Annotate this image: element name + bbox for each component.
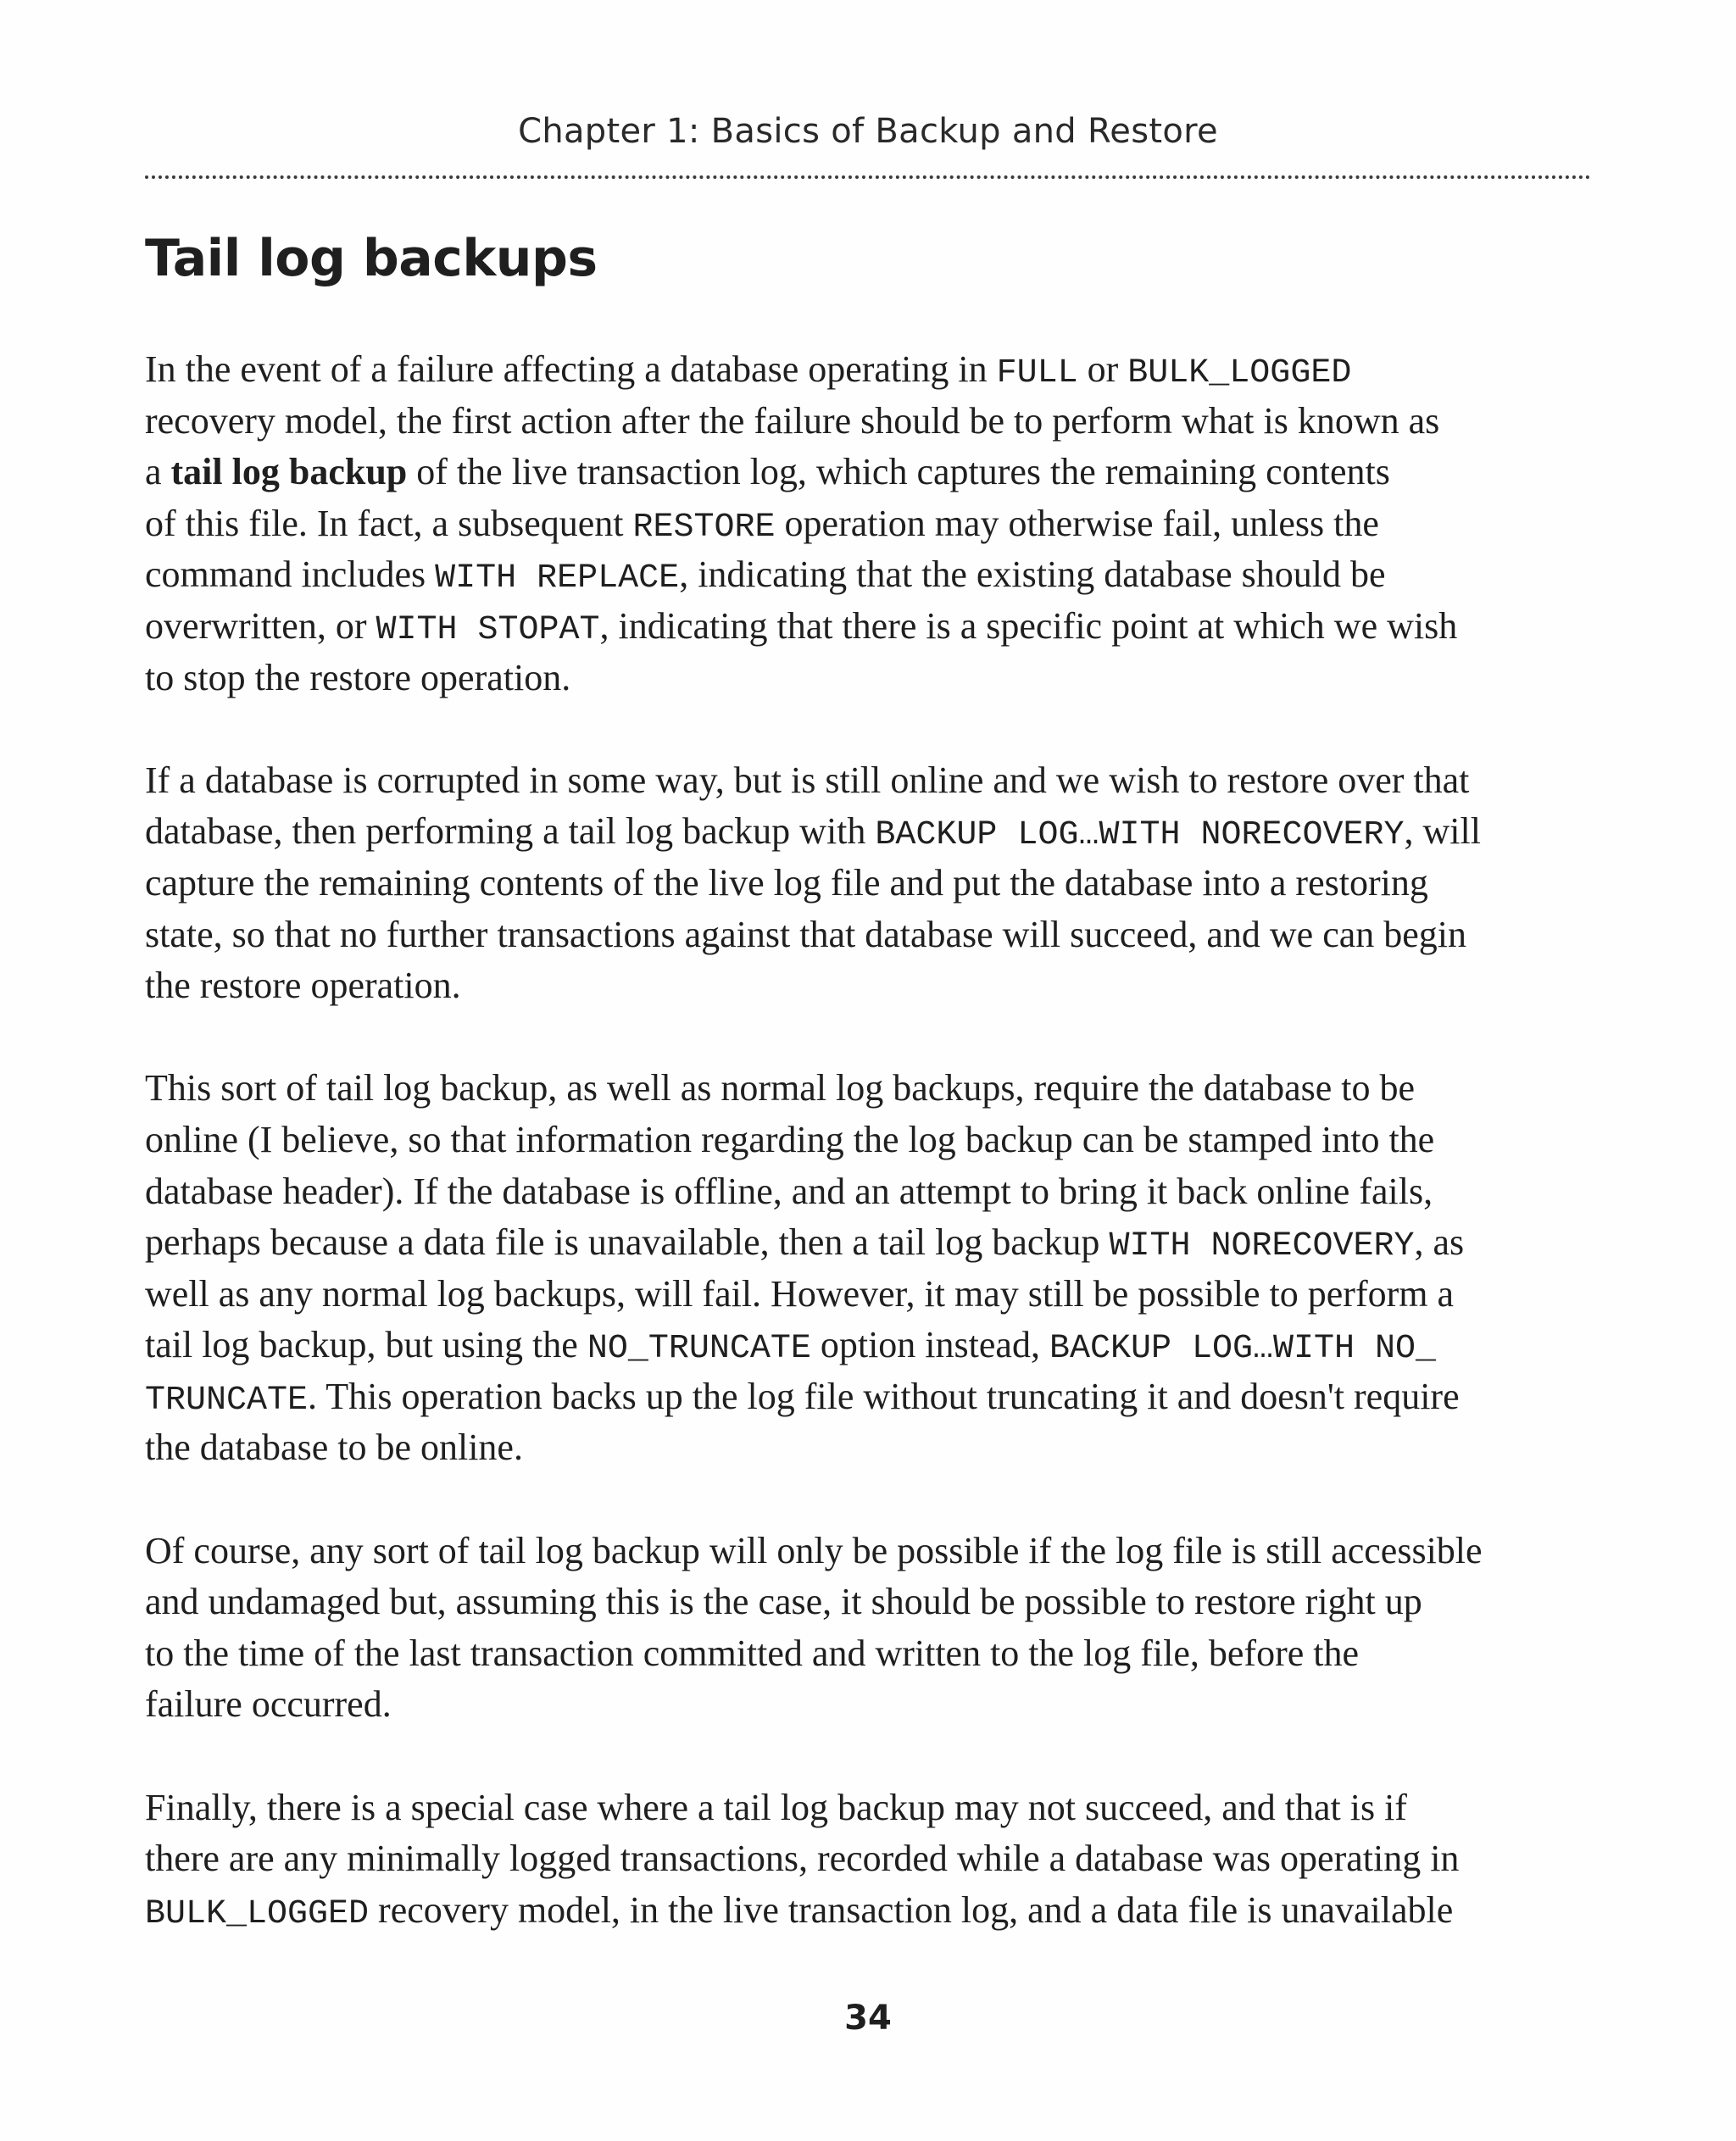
text-run: the database to be online.	[145, 1426, 523, 1469]
text-run: of the live transaction log, which captures the remaining contents	[407, 451, 1390, 493]
text-run: to the time of the last transaction committed and written to the log file, before the	[145, 1632, 1360, 1674]
text-line	[145, 1115, 1591, 1166]
page-number: 34	[844, 1999, 892, 2038]
paragraph	[145, 1526, 1591, 1731]
text-line	[145, 1577, 1591, 1628]
text-line	[145, 755, 1591, 807]
text-run: state, so that no further transactions against that database will succeed, and we can begin	[145, 913, 1467, 955]
text-run: If a database is corrupted in some way, but is still online and we wish to restore over that	[145, 759, 1470, 801]
text-run: Finally, there is a special case where a tail log backup may not succeed, and that is if	[145, 1786, 1407, 1828]
text-run: of this file. In fact, a subsequent	[145, 502, 633, 544]
text-run: , indicating that there is a specific point at which we wish	[599, 604, 1458, 647]
inline-code: BACKUP LOG…WITH NORECOVERY	[875, 816, 1405, 855]
text-line	[145, 601, 1591, 653]
text-line	[145, 1833, 1591, 1885]
text-run: well as any normal log backups, will fail. However, it may still be possible to perform a	[145, 1272, 1454, 1315]
text-run: , will	[1404, 810, 1481, 853]
inline-code: WITH REPLACE	[435, 559, 680, 598]
bold-term: tail log backup	[170, 451, 408, 493]
text-run: command includes	[145, 553, 436, 596]
text-run: a	[145, 451, 171, 493]
text-run: Of course, any sort of tail log backup will only be possible if the log file is still accessible	[145, 1529, 1483, 1571]
text-line	[145, 344, 1591, 396]
text-line	[145, 1885, 1591, 1937]
text-run: there are any minimally logged transactions, recorded while a database was operating in	[145, 1838, 1460, 1880]
text-run: , as	[1414, 1221, 1465, 1264]
paragraph-gap	[145, 1474, 1591, 1526]
inline-code: TRUNCATE	[145, 1381, 309, 1420]
text-run: recovery model, in the live transaction log, and a data file is unavailable	[369, 1888, 1454, 1931]
text-line	[145, 498, 1591, 550]
text-line	[145, 806, 1591, 858]
text-run: capture the remaining contents of the live log file and put the database into a restoring	[145, 861, 1428, 904]
text-run: online (I believe, so that information regarding the log backup can be stamped into the	[145, 1118, 1435, 1160]
inline-code: WITH STOPAT	[376, 610, 600, 649]
text-run: perhaps because a data file is unavailable, then a tail log backup	[145, 1221, 1110, 1264]
text-line	[145, 447, 1591, 498]
running-header: Chapter 1: Basics of Backup and Restore	[518, 112, 1218, 151]
paragraph	[145, 344, 1591, 703]
text-line	[145, 1371, 1591, 1423]
text-run: overwritten, or	[145, 604, 376, 647]
text-line	[145, 909, 1591, 961]
text-run: . This operation backs up the log file without truncating it and doesn't require	[308, 1375, 1460, 1417]
text-line	[145, 960, 1591, 1012]
text-run: This sort of tail log backup, as well as normal log backups, require the database to be	[145, 1067, 1416, 1109]
text-line	[145, 1269, 1591, 1321]
text-run: and undamaged but, assuming this is the case, it should be possible to restore right up	[145, 1581, 1422, 1623]
text-run: option instead,	[810, 1324, 1049, 1366]
paragraph-gap	[145, 1731, 1591, 1782]
text-line	[145, 1679, 1591, 1731]
inline-code: NO_TRUNCATE	[587, 1330, 811, 1369]
text-run: recovery model, the first action after the failure should be to perform what is known as	[145, 399, 1440, 442]
header-dotted-rule	[145, 175, 1591, 179]
text-line	[145, 858, 1591, 909]
inline-code: FULL	[996, 354, 1078, 392]
text-run: database header). If the database is offline, and an attempt to bring it back online fails,	[145, 1170, 1433, 1212]
paragraph	[145, 1782, 1591, 1937]
inline-code: RESTORE	[632, 508, 776, 547]
text-line	[145, 1782, 1591, 1834]
inline-code: BULK_LOGGED	[145, 1894, 370, 1933]
paragraph	[145, 1063, 1591, 1474]
text-run: failure occurred.	[145, 1683, 392, 1726]
text-run: tail log backup, but using the	[145, 1324, 587, 1366]
text-run: database, then performing a tail log backup with	[145, 810, 876, 853]
text-line	[145, 1320, 1591, 1371]
text-run: or	[1077, 348, 1128, 390]
text-line	[145, 396, 1591, 448]
text-line	[145, 653, 1591, 704]
text-run: operation may otherwise fail, unless the	[775, 502, 1379, 544]
section-title: Tail log backups	[145, 229, 598, 288]
paragraph-gap	[145, 703, 1591, 755]
text-run: to stop the restore operation.	[145, 656, 571, 698]
inline-code: WITH NORECOVERY	[1109, 1227, 1415, 1266]
paragraph	[145, 755, 1591, 1012]
inline-code: BACKUP LOG…WITH NO_	[1049, 1330, 1437, 1369]
text-line	[145, 1422, 1591, 1474]
text-run: , indicating that the existing database should be	[679, 553, 1386, 596]
body-text	[145, 344, 1591, 1936]
text-line	[145, 1063, 1591, 1115]
text-line	[145, 549, 1591, 601]
text-line	[145, 1217, 1591, 1269]
text-line	[145, 1628, 1591, 1680]
text-run: In the event of a failure affecting a database operating in	[145, 348, 997, 390]
paragraph-gap	[145, 1012, 1591, 1064]
text-line	[145, 1166, 1591, 1218]
text-line	[145, 1526, 1591, 1577]
text-run: the restore operation.	[145, 965, 461, 1007]
inline-code: BULK_LOGGED	[1127, 354, 1352, 392]
